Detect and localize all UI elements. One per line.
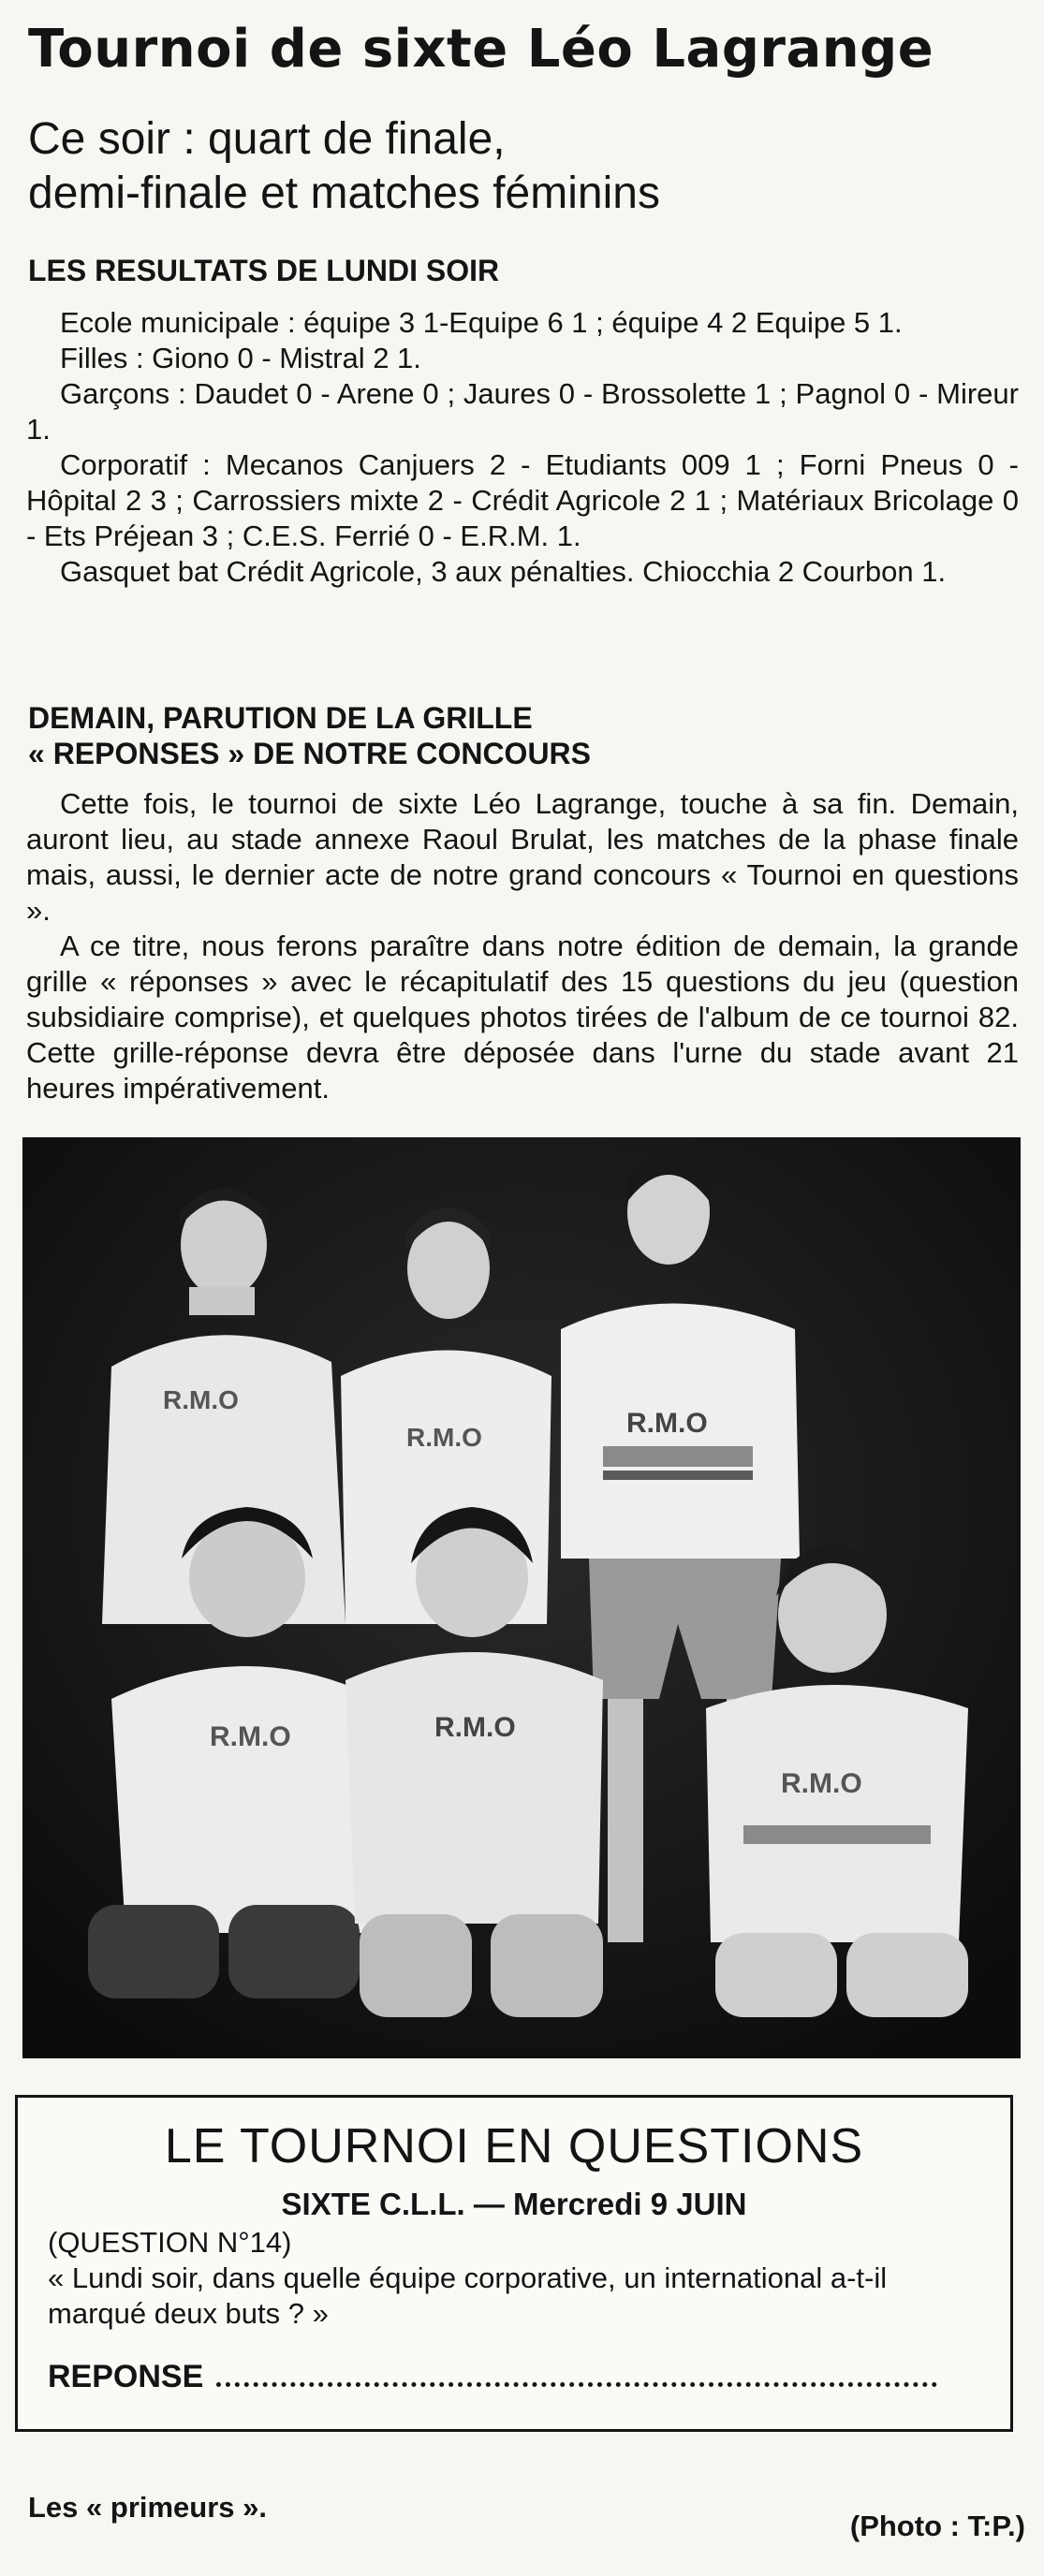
photo-credit: (Photo : T:P.) bbox=[849, 2510, 1025, 2542]
question-number: (QUESTION N°14) bbox=[48, 2226, 292, 2259]
shirt-text: R.M.O bbox=[163, 1385, 239, 1414]
results-paragraph: Garçons : Daudet 0 - Arene 0 ; Jaures 0 - Brossolette 1 ; Pagnol 0 - Mireur 1. bbox=[26, 377, 1019, 446]
answer-dotted-line[interactable] bbox=[216, 2378, 937, 2387]
shirt-text: R.M.O bbox=[434, 1712, 516, 1743]
contest-subtitle: SIXTE C.L.L. — Mercredi 9 JUIN bbox=[281, 2187, 747, 2221]
headline: Tournoi de sixte Léo Lagrange bbox=[28, 19, 934, 80]
contest-box bbox=[15, 2095, 1013, 2432]
announcement-paragraph: Cette fois, le tournoi de sixte Léo Lagrange, touche à sa fin. Demain, auront lieu, au stade annexe Raoul Brulat, les matches de la phase finale mais, aussi, le dernier acte de notre grand concours « Tournoi en questions ». bbox=[26, 787, 1019, 927]
announcement-heading: DEMAIN, PARUTION DE LA GRILLE « REPONSES » DE NOTRE CONCOURS bbox=[28, 701, 591, 770]
announcement-body bbox=[26, 786, 1019, 1106]
shirt-text: R.M.O bbox=[210, 1721, 291, 1752]
results-paragraph: Gasquet bat Crédit Agricole, 3 aux pénalties. Chiocchia 2 Courbon 1. bbox=[60, 555, 947, 588]
answer-field[interactable] bbox=[48, 2358, 984, 2395]
shirt-text: R.M.O bbox=[626, 1408, 708, 1439]
results-paragraph: Corporatif : Mecanos Canjuers 2 - Etudiants 009 1 ; Forni Pneus 0 - Hôpital 2 3 ; Carrossiers mixte 2 - Crédit Agricole 2 1 ; Matériaux Bricolage 0 - Ets Préjean 3 ; C.E.S. Ferrié 0 - E.R.M. 1. bbox=[26, 448, 1019, 552]
results-paragraph: Ecole municipale : équipe 3 1-Equipe 6 1 ; équipe 4 2 Equipe 5 1. bbox=[60, 306, 903, 339]
answer-label: REPONSE bbox=[48, 2359, 204, 2394]
shirt-text: R.M.O bbox=[406, 1423, 482, 1452]
announcement-paragraph: A ce titre, nous ferons paraître dans notre édition de demain, la grande grille « réponses » avec le récapitulatif des 15 questions du jeu (question subsidiaire comprise), et quelques photos tirées de l'album de ce tournoi 82. Cette grille-réponse devra être déposée dans l'urne du stade avant 21 heures impérativement. bbox=[26, 929, 1019, 1105]
subheadline-line-1: Ce soir : quart de finale, bbox=[28, 114, 506, 164]
subheadline-line-2: demi-finale et matches féminins bbox=[28, 168, 660, 218]
question-text: « Lundi soir, dans quelle équipe corporative, un international a-t-il marqué deux buts ? » bbox=[48, 2261, 888, 2330]
subheadline bbox=[28, 112, 1021, 221]
photo-caption: Les « primeurs ». bbox=[28, 2491, 268, 2524]
results-body bbox=[26, 305, 1019, 590]
shirt-text: R.M.O bbox=[781, 1768, 862, 1799]
contest-title: LE TOURNOI EN QUESTIONS bbox=[164, 2119, 864, 2174]
results-heading: LES RESULTATS DE LUNDI SOIR bbox=[28, 254, 500, 287]
team-photo bbox=[22, 1137, 1021, 2058]
results-paragraph: Filles : Giono 0 - Mistral 2 1. bbox=[60, 342, 421, 374]
team-photo-illustration bbox=[22, 1137, 1021, 2058]
